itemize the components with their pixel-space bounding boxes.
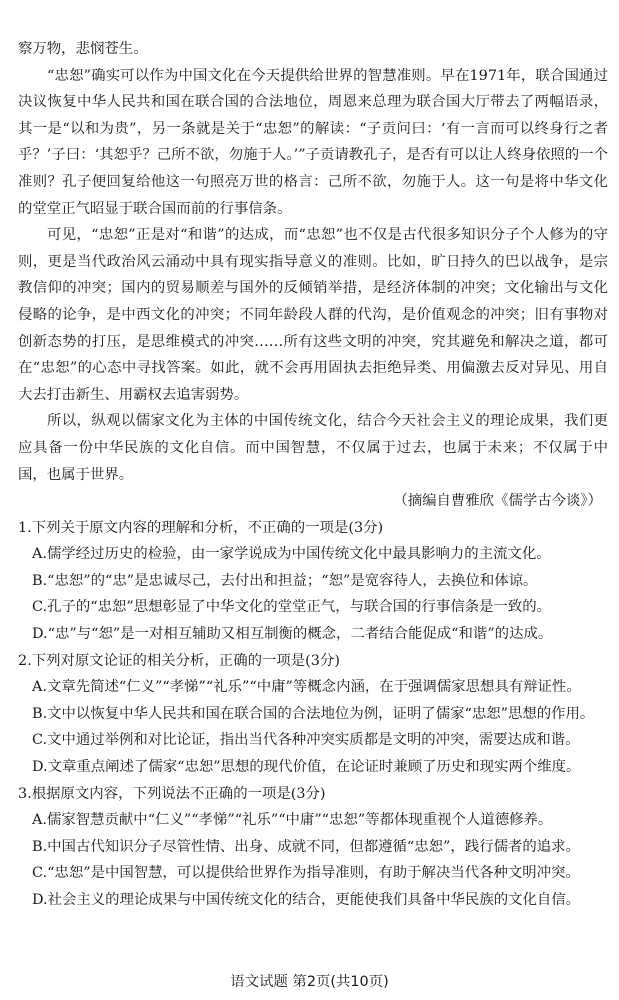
option-d: D.文章重点阐述了儒家“忠恕”思想的现代价值，在论证时兼顾了历史和现实两个维度。	[32, 759, 581, 776]
passage-paragraph-1: “忠恕”确实可以作为中国文化在今天提供给世界的智慧准则。早在1971年，联合国通过决议恢复中华人民共和国在联合国的合法地位，周恩来总理为联合国大厅带去了两幅语录，其一是“以和为贵”，另一条就是关于“忠恕”的解读：“子贡问曰：‘有一言而可以终身行之者乎？’子曰：‘其恕乎？己所不欲，勿施于人。’”子贡请教孔子，是否有可以让人终身依照的一个准则？孔子便回复给他这一句照亮万世的格言：己所不欲，勿施于人。这一句是将中华文化的堂堂正气昭显于联合国而前的行事信条。	[18, 67, 608, 217]
option-c: C.“忠恕”是中国智慧，可以提供给世界作为指导准则，有助于解决当代各种文明冲突。	[32, 865, 580, 882]
exam-page	[18, 36, 608, 914]
option-a: A.儒学经过历史的检验，由一家学说成为中国传统文化中最具影响力的主流文化。	[32, 546, 551, 563]
question-1	[18, 515, 608, 648]
question-3	[18, 781, 608, 914]
option-d: D.社会主义的理论成果与中国传统文化的结合，更能使我们具备中华民族的文化自信。	[32, 892, 581, 908]
option-a: A.儒家智慧贡献中“仁义”“孝悌”“礼乐”“中庸”“忠恕”等都体现重视个人道德修养。	[32, 812, 553, 829]
passage-paragraph-2: 可见，“忠恕”正是对“和谐”的达成，而“忠恕”也不仅是古代很多知识分子个人修为的守则，更是当代政治风云涌动中具有现实指导意义的准则。比如，旷日持久的巴以战争，是宗教信仰的冲突；国内的贸易顺差与国外的反倾销举措，是经济体制的冲突；文化输出与文化侵略的论争，是中西文化的冲突；不同年龄段人群的代沟，是价值观念的冲突；旧有事物对创新态势的打压，是思维模式的冲突……所有这些文明的冲突，究其避免和解决之道，都可在“忠恕”的心态中寻找答案。如此，就不会再用固执去拒绝异类、用偏激去反对异见、用自大去打击新生、用霸权去追害弱势。	[18, 227, 608, 403]
question-stem: 2.下列对原文论证的相关分析，正确的一项是(3分)	[18, 652, 340, 669]
option-a: A.文章先简述“仁义”“孝悌”“礼乐”“中庸”等概念内涵，在于强调儒家思想具有辩证性。	[32, 679, 581, 696]
passage-paragraph-3: 所以，纵观以儒家文化为主体的中国传统文化，结合今天社会主义的理论成果，我们更应具备一份中华民族的文化自信。而中国智慧，不仅属于过去，也属于未来；不仅属于中国，也属于世界。	[18, 413, 608, 483]
question-stem: 1.下列关于原文内容的理解和分析，不正确的一项是(3分)	[18, 519, 384, 536]
option-b: B.文中以恢复中华人民共和国在联合国的合法地位为例，证明了儒家“忠恕”思想的作用。	[32, 705, 595, 722]
option-d: D.“忠”与“恕”是一对相互辅助又相互制衡的概念，二者结合能促成“和谐”的达成。	[32, 626, 553, 643]
question-2	[18, 648, 608, 781]
option-c: C.文中通过举例和对比论证，指出当代各种冲突实质都是文明的冲突，需要达成和谐。	[32, 732, 580, 749]
passage-source: （摘编自曹雅欣《儒学古今谈》）	[393, 493, 602, 510]
option-c: C.孔子的“忠恕”思想彰显了中华文化的堂堂正气，与联合国的行事信条是一致的。	[32, 599, 552, 616]
question-stem: 3.根据原文内容，下列说法不正确的一项是(3分)	[18, 785, 326, 802]
option-b: B.中国古代知识分子尽管性情、出身、成就不同，但都遵循“忠恕”，践行儒者的追求。	[32, 838, 580, 855]
passage-continued-line: 察万物，悲悯苍生。	[18, 41, 148, 57]
option-b: B.“忠恕”的“忠”是忠诚尽己，去付出和担益；“恕”是宽容待人，去换位和体谅。	[32, 572, 538, 589]
page-footer: 语文试题 第2页(共10页)	[230, 974, 389, 990]
